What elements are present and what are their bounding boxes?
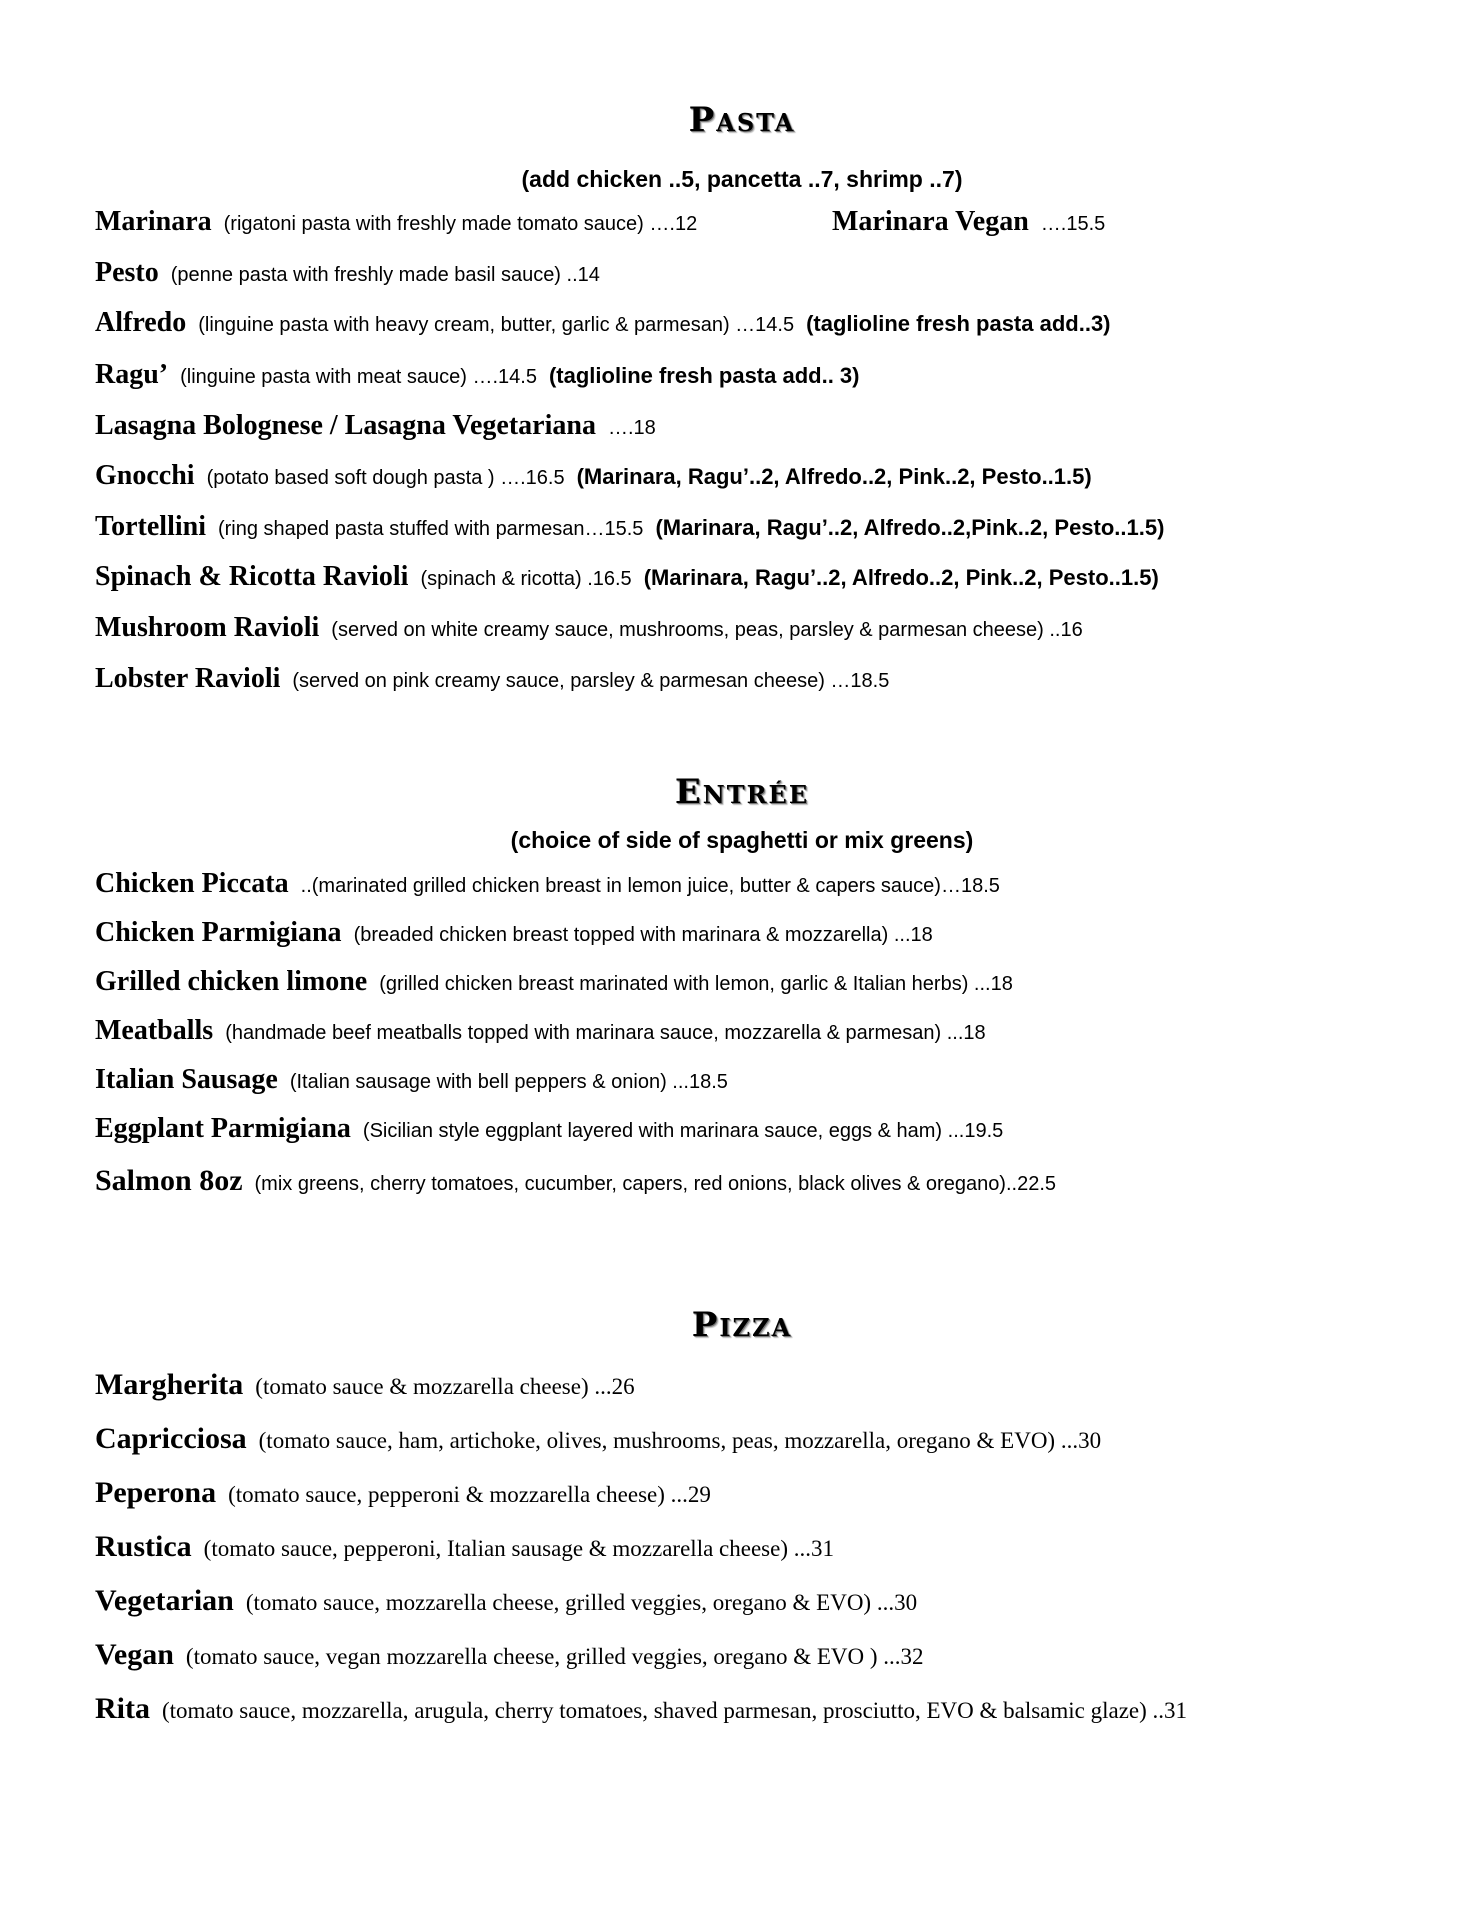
item-name: Lasagna Bolognese / Lasagna Vegetariana xyxy=(95,410,596,441)
pasta-title: Pasta xyxy=(688,100,796,140)
item-desc: (tomato sauce, pepperoni, Italian sausage & mozzarella cheese) ...31 xyxy=(203,1536,834,1561)
item-name: Tortellini xyxy=(95,511,206,542)
menu-item-grilled-chicken-limone xyxy=(95,966,1013,998)
item-desc: ..(marinated grilled chicken breast in lemon juice, butter & capers sauce)…18.5 xyxy=(300,875,1000,897)
item-name: Italian Sausage xyxy=(95,1064,278,1095)
entree-title: Entrée xyxy=(674,772,810,812)
item-name: Spinach & Ricotta Ravioli xyxy=(95,561,409,592)
item-desc: (tomato sauce, pepperoni & mozzarella cheese) ...29 xyxy=(228,1482,711,1507)
item-name: Chicken Parmigiana xyxy=(95,917,342,948)
item-desc: (linguine pasta with meat sauce) ….14.5 xyxy=(180,366,537,388)
menu-item-salmon xyxy=(95,1164,1056,1198)
item-extra: (Marinara, Ragu’..2, Alfredo..2,Pink..2, Pesto..1.5) xyxy=(655,515,1165,540)
menu-item-italian-sausage xyxy=(95,1064,728,1096)
menu-item-chicken-piccata xyxy=(95,868,1000,900)
menu-item-tortellini xyxy=(95,511,1164,543)
item-name: Vegetarian xyxy=(95,1584,234,1617)
menu-item-margherita xyxy=(95,1368,635,1402)
item-name: Pesto xyxy=(95,257,159,288)
menu-item-meatballs xyxy=(95,1015,986,1047)
item-desc: (tomato sauce, ham, artichoke, olives, mushrooms, peas, mozzarella, oregano & EVO) ...30 xyxy=(258,1428,1102,1453)
item-desc: (spinach & ricotta) .16.5 xyxy=(420,568,632,590)
item-name: Chicken Piccata xyxy=(95,868,289,899)
item-extra: (taglioline fresh pasta add.. 3) xyxy=(548,363,860,388)
item-desc: (ring shaped pasta stuffed with parmesan…15.5 xyxy=(217,518,644,540)
item-desc: (breaded chicken breast topped with marinara & mozzarella) ...18 xyxy=(353,924,933,946)
menu-item-rustica xyxy=(95,1530,834,1564)
item-name: Rustica xyxy=(95,1530,192,1563)
menu-item-ragu xyxy=(95,359,860,391)
item-name: Capricciosa xyxy=(95,1422,247,1455)
menu-item-vegetarian xyxy=(95,1584,917,1618)
item-name: Mushroom Ravioli xyxy=(95,612,320,643)
menu-item-lobster-ravioli xyxy=(95,663,889,695)
item-name: Gnocchi xyxy=(95,460,195,491)
item-desc: ….18 xyxy=(607,417,656,439)
item-desc: (grilled chicken breast marinated with lemon, garlic & Italian herbs) ...18 xyxy=(379,973,1013,995)
item-desc: (served on pink creamy sauce, parsley & parmesan cheese) …18.5 xyxy=(292,670,890,692)
item-name: Lobster Ravioli xyxy=(95,663,281,694)
item-extra: (Marinara, Ragu’..2, Alfredo..2, Pink..2, Pesto..1.5) xyxy=(576,464,1092,489)
item-desc: (tomato sauce, mozzarella, arugula, cherry tomatoes, shaved parmesan, prosciutto, EVO & balsamic glaze) ..31 xyxy=(162,1698,1188,1723)
item-desc: (penne pasta with freshly made basil sauce) ..14 xyxy=(170,264,600,286)
item-desc: (mix greens, cherry tomatoes, cucumber, capers, red onions, black olives & oregano)..22.5 xyxy=(254,1173,1057,1195)
item-desc: (served on white creamy sauce, mushrooms, peas, parsley & parmesan cheese) ..16 xyxy=(331,619,1083,641)
item-desc: (Sicilian style eggplant layered with marinara sauce, eggs & ham) ...19.5 xyxy=(362,1120,1004,1142)
item-name: Salmon 8oz xyxy=(95,1164,243,1197)
item-name: Vegan xyxy=(95,1638,174,1671)
menu-item-chicken-parmigiana xyxy=(95,917,933,949)
item-name: Meatballs xyxy=(95,1015,214,1046)
item-desc: (linguine pasta with heavy cream, butter, garlic & parmesan) …14.5 xyxy=(198,314,795,336)
item-desc: (handmade beef meatballs topped with marinara sauce, mozzarella & parmesan) ...18 xyxy=(225,1022,986,1044)
item-extra: (Marinara, Ragu’..2, Alfredo..2, Pink..2, Pesto..1.5) xyxy=(643,565,1159,590)
item-name: Eggplant Parmigiana xyxy=(95,1113,351,1144)
item-extra: (taglioline fresh pasta add..3) xyxy=(806,311,1111,336)
item-name: Ragu’ xyxy=(95,359,169,390)
menu-item-pesto xyxy=(95,257,600,289)
item-name: Peperona xyxy=(95,1476,217,1509)
item-name: Margherita xyxy=(95,1368,244,1401)
menu-item-marinara xyxy=(95,206,697,238)
item-name: Marinara Vegan xyxy=(832,206,1029,237)
menu-item-rita xyxy=(95,1692,1187,1726)
menu-item-peperona xyxy=(95,1476,711,1510)
menu-item-spinach-ricotta-ravioli xyxy=(95,561,1159,593)
item-name: Marinara xyxy=(95,206,212,237)
item-desc: (potato based soft dough pasta ) ….16.5 xyxy=(206,467,565,489)
item-name: Rita xyxy=(95,1692,150,1725)
item-name: Grilled chicken limone xyxy=(95,966,368,997)
item-desc: (Italian sausage with bell peppers & onion) ...18.5 xyxy=(289,1071,728,1093)
pizza-title: Pizza xyxy=(691,1305,793,1345)
menu-item-lasagna xyxy=(95,410,656,442)
pasta-note: (add chicken ..5, pancetta ..7, shrimp ..7) xyxy=(521,166,963,192)
item-desc: (tomato sauce, vegan mozzarella cheese, grilled veggies, oregano & EVO ) ...32 xyxy=(185,1644,924,1669)
item-desc: (tomato sauce, mozzarella cheese, grilled veggies, oregano & EVO) ...30 xyxy=(245,1590,918,1615)
menu-item-mushroom-ravioli xyxy=(95,612,1083,644)
menu-item-eggplant-parmigiana xyxy=(95,1113,1003,1145)
item-name: Alfredo xyxy=(95,307,187,338)
item-desc: (rigatoni pasta with freshly made tomato sauce) ….12 xyxy=(223,213,698,235)
menu-item-gnocchi xyxy=(95,460,1092,492)
item-desc: ….15.5 xyxy=(1040,213,1106,235)
menu-item-alfredo xyxy=(95,307,1111,339)
item-desc: (tomato sauce & mozzarella cheese) ...26 xyxy=(255,1374,635,1399)
menu-item-marinara-vegan xyxy=(832,206,1105,238)
menu-item-capricciosa xyxy=(95,1422,1101,1456)
entree-note: (choice of side of spaghetti or mix greens) xyxy=(510,827,974,853)
menu-item-vegan xyxy=(95,1638,924,1672)
